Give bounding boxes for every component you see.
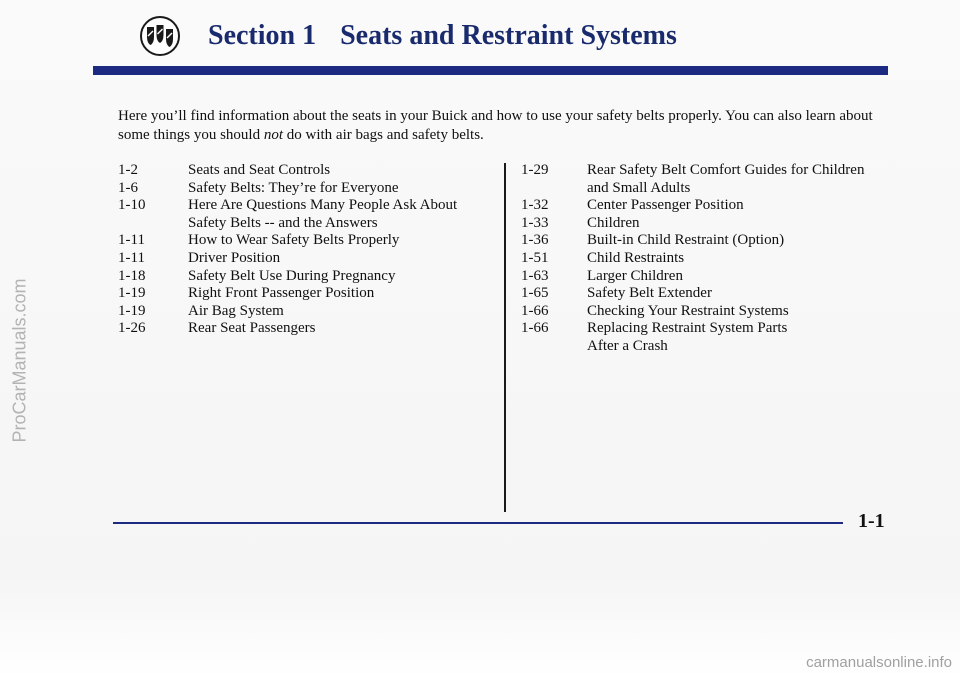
footer-rule — [113, 522, 843, 524]
toc-entry-title: Children — [587, 214, 640, 231]
toc-page-number: 1-51 — [521, 249, 549, 266]
toc-page-number: 1-10 — [118, 197, 146, 214]
toc-page-number — [521, 338, 587, 356]
toc-entry-title: Driver Position — [188, 249, 281, 266]
section-number: Section 1 — [208, 20, 317, 51]
toc-page-number: 1-65 — [521, 285, 549, 302]
toc-page-number: 1-19 — [118, 302, 146, 319]
toc-entry-title: Safety Belts: They’re for Everyone — [188, 179, 399, 196]
toc-entry-title: Child Restraints — [587, 249, 685, 266]
toc-page-number: 1-18 — [118, 267, 146, 284]
intro-text-end: do with air bags and safety belts. — [283, 127, 484, 143]
toc-entry-title: Larger Children — [587, 267, 683, 284]
toc-page-number — [521, 180, 587, 198]
header-rule — [93, 66, 888, 75]
toc-entry — [118, 320, 498, 338]
toc-entry-title: Rear Safety Belt Comfort Guides for Children — [587, 162, 865, 178]
intro-paragraph — [118, 107, 878, 145]
toc-right-column — [521, 162, 901, 356]
toc-page-number: 1-2 — [118, 162, 138, 178]
page-number: 1-1 — [858, 510, 885, 532]
toc-entry — [521, 162, 901, 180]
watermark-text: ProCarManuals.com — [9, 277, 30, 443]
toc-page-number — [118, 215, 188, 233]
toc-entry — [118, 197, 498, 215]
toc-entry-title: Air Bag System — [188, 302, 284, 319]
toc-entry — [521, 250, 901, 268]
toc-entry-title: After a Crash — [587, 337, 668, 354]
toc-page-number: 1-66 — [521, 320, 549, 337]
toc-page-number: 1-6 — [118, 179, 138, 196]
toc-entry — [118, 162, 498, 180]
toc-page-number: 1-26 — [118, 320, 146, 337]
toc-entry-title: Checking Your Restraint Systems — [587, 302, 789, 319]
intro-text-start: Here you’ll find information about the seats in your Buick and how to use your safety belts properly. You can also learn about some things you should — [118, 108, 873, 143]
toc-page-number: 1-11 — [118, 249, 145, 266]
toc-entry — [521, 285, 901, 303]
toc-left-column — [118, 162, 498, 338]
intro-emphasis: not — [263, 127, 284, 143]
toc-page-number: 1-63 — [521, 267, 549, 284]
toc-entry — [118, 268, 498, 286]
toc-entry-title: Rear Seat Passengers — [188, 320, 316, 337]
toc-page-number: 1-33 — [521, 214, 549, 231]
toc-entry — [521, 215, 901, 233]
toc-entry — [521, 232, 901, 250]
toc-entry-title: Right Front Passenger Position — [188, 285, 375, 302]
toc-entry-title: Replacing Restraint System Parts — [587, 320, 788, 337]
toc-entry — [118, 232, 498, 250]
toc-entry — [521, 180, 901, 198]
toc-entry — [118, 303, 498, 321]
toc-entry-title: Safety Belts -- and the Answers — [188, 214, 378, 231]
toc-entry — [118, 250, 498, 268]
toc-entry — [521, 338, 901, 356]
toc-entry — [118, 180, 498, 198]
toc-entry — [521, 320, 901, 338]
toc-page-number: 1-11 — [118, 232, 145, 249]
toc-entry-title: Safety Belt Use During Pregnancy — [188, 267, 396, 284]
toc-entry-title: Safety Belt Extender — [587, 285, 712, 302]
page-title: Seats and Restraint Systems — [340, 20, 677, 51]
section-header — [140, 14, 677, 58]
toc-page-number: 1-29 — [521, 162, 549, 178]
toc-entry — [521, 197, 901, 215]
toc-entry — [521, 303, 901, 321]
toc-page-number: 1-36 — [521, 232, 549, 249]
toc-entry — [521, 268, 901, 286]
toc-entry — [118, 215, 498, 233]
column-divider — [504, 163, 506, 512]
toc-page-number: 1-19 — [118, 285, 146, 302]
toc-entry-title: and Small Adults — [587, 179, 691, 196]
toc-entry-title: Center Passenger Position — [587, 197, 744, 214]
toc-page-number: 1-66 — [521, 302, 549, 319]
watermark-vertical — [0, 150, 40, 570]
toc-entry-title: Here Are Questions Many People Ask About — [188, 197, 458, 214]
toc-entry-title: Seats and Seat Controls — [188, 162, 331, 178]
toc-entry — [118, 285, 498, 303]
toc-entry-title: How to Wear Safety Belts Properly — [188, 232, 400, 249]
toc-entry-title: Built-in Child Restraint (Option) — [587, 232, 785, 249]
toc-page-number: 1-32 — [521, 197, 549, 214]
buick-tri-shield-icon — [140, 16, 180, 56]
footer-watermark: carmanualsonline.info — [806, 654, 952, 671]
